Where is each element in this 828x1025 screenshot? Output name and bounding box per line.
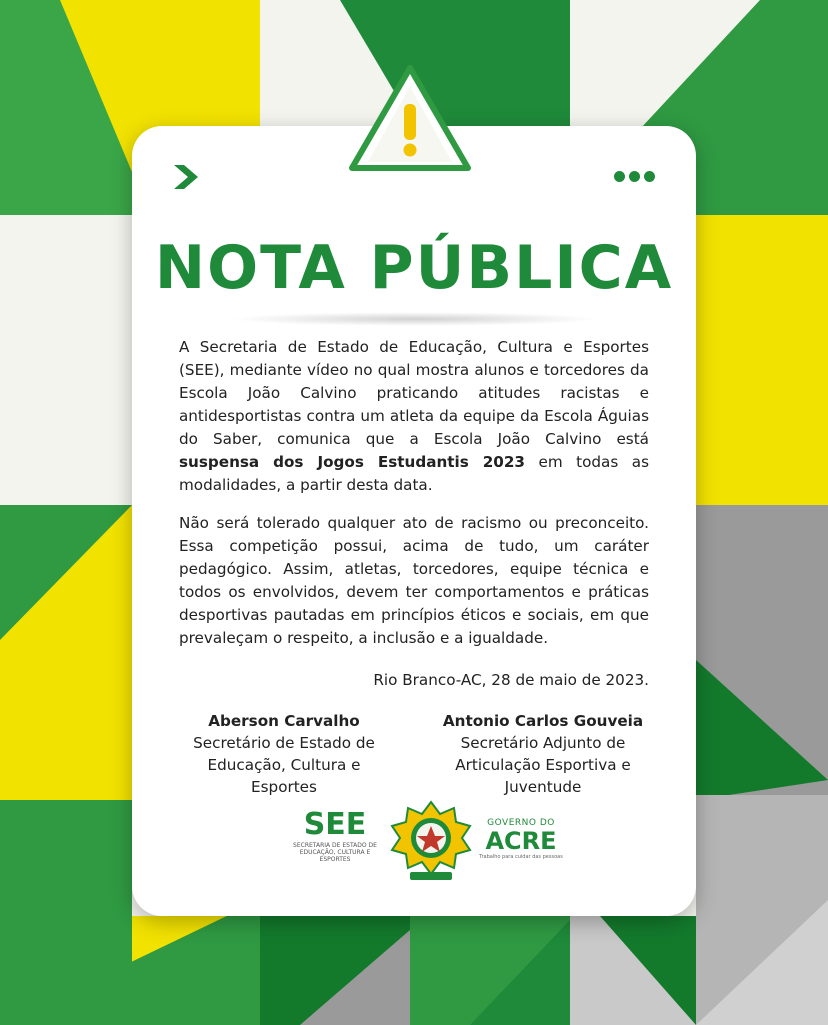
- see-logo-caption: SECRETARIA DE ESTADO DE EDUCAÇÃO, CULTURA E ESPORTES: [293, 842, 377, 863]
- notice-paragraph-1: [179, 336, 649, 497]
- see-logo: [290, 807, 380, 872]
- bg-tile: [696, 215, 828, 505]
- governo-acre-logo: [476, 818, 566, 868]
- acre-logo-slogan: Trabalho para cuidar das pessoas: [479, 854, 563, 860]
- warning-icon: [348, 64, 472, 174]
- see-logo-word: SEE: [303, 807, 367, 842]
- signature-block-1: [174, 710, 394, 798]
- signatory-title: Secretário de Estado de Educação, Cultura e Esportes: [193, 734, 375, 796]
- signatory-title: Secretário Adjunto de Articulação Esportiva e Juventude: [455, 734, 631, 796]
- signatory-name: Aberson Carvalho: [208, 712, 360, 730]
- title-shadow: [230, 312, 600, 326]
- paragraph-1-text-b: em todas as modalidades, a partir desta data.: [179, 453, 649, 494]
- notice-paragraph-2: Não será tolerado qualquer ato de racismo ou preconceito. Essa competição possui, acima de tudo, um caráter pedagógico. Assim, atletas, torcedores, equipe técnica e todos os envolvidos, devem ter comportamentos e práticas desportivas pautadas em princípios éticos e sociais, em que prevaleçam o respeito, a inclusão e a igualdade.: [179, 514, 649, 647]
- page-title: NOTA PÚBLICA: [154, 233, 674, 303]
- date-line: Rio Branco-AC, 28 de maio de 2023.: [373, 671, 649, 689]
- paragraph-1-text-a: A Secretaria de Estado de Educação, Cultura e Esportes (SEE), mediante vídeo no qual mostra alunos e torcedores da Escola João Calvino praticando atitudes racistas e antidesportistas contra um atleta da equipe da Escola Águias do Saber, comunica que a Escola João Calvino está: [179, 338, 649, 448]
- acre-logo-word: ACRE: [485, 827, 557, 855]
- signatory-name: Antonio Carlos Gouveia: [442, 712, 644, 730]
- signature-block-2: [433, 710, 653, 798]
- paragraph-1-bold: suspensa dos Jogos Estudantis 2023: [179, 453, 525, 471]
- chevron-right-icon: [170, 161, 202, 193]
- bg-tile: [0, 215, 132, 505]
- acre-coat-of-arms-icon: [388, 800, 474, 886]
- acre-logo-top: GOVERNO DO: [487, 818, 555, 828]
- dots-icon: [614, 171, 655, 182]
